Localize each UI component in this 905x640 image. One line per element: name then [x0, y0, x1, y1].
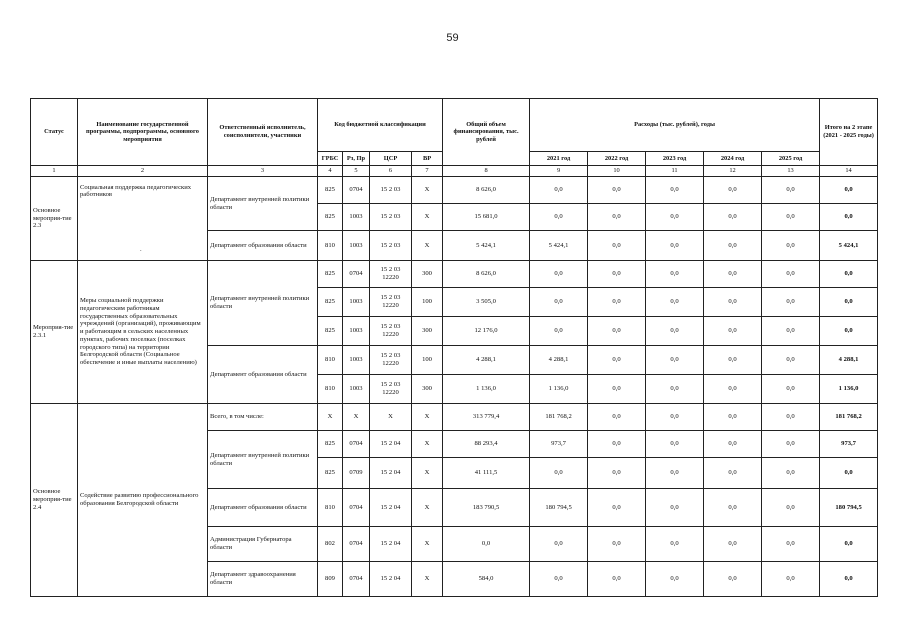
- cell-csr: 15 2 04: [370, 527, 412, 562]
- cell-2024: 0,0: [704, 288, 762, 317]
- cell-2021: 4 288,1: [530, 346, 588, 375]
- cell-csr: 15 2 03 12220: [370, 261, 412, 288]
- cell-csr: 15 2 03 12220: [370, 375, 412, 404]
- cell-2024: 0,0: [704, 527, 762, 562]
- row-executor: Департамент образования области: [208, 231, 318, 261]
- cell-vr: Х: [412, 231, 443, 261]
- cell-2022: 0,0: [588, 231, 646, 261]
- cell-total: 1 136,0: [443, 375, 530, 404]
- cell-total: 8 626,0: [443, 261, 530, 288]
- cell-2022: 0,0: [588, 177, 646, 204]
- col-number: 1: [31, 166, 78, 177]
- cell-2023: 0,0: [646, 562, 704, 597]
- col-number: 10: [588, 166, 646, 177]
- cell-total: 3 505,0: [443, 288, 530, 317]
- cell-grbs: 825: [318, 261, 343, 288]
- cell-2021: 0,0: [530, 562, 588, 597]
- row-status: Мероприя-тие 2.3.1: [31, 261, 78, 404]
- header-vr: ВР: [412, 152, 443, 166]
- cell-rzpr: 0704: [343, 527, 370, 562]
- table-row: [31, 261, 878, 288]
- cell-vr: Х: [412, 458, 443, 489]
- cell-2025: 0,0: [762, 375, 820, 404]
- cell-2024: 0,0: [704, 458, 762, 489]
- cell-rzpr: 0704: [343, 562, 370, 597]
- cell-2024: 0,0: [704, 177, 762, 204]
- header-2022: 2022 год: [588, 152, 646, 166]
- cell-2025: 0,0: [762, 346, 820, 375]
- cell-csr: 15 2 04: [370, 458, 412, 489]
- cell-vr: Х: [412, 177, 443, 204]
- cell-2022: 0,0: [588, 431, 646, 458]
- cell-2025: 0,0: [762, 562, 820, 597]
- cell-total: 12 176,0: [443, 317, 530, 346]
- cell-csr: 15 2 03 12220: [370, 346, 412, 375]
- cell-2021: 5 424,1: [530, 231, 588, 261]
- cell-2023: 0,0: [646, 375, 704, 404]
- cell-2025: 0,0: [762, 458, 820, 489]
- row-executor: Департамент внутренней политики области: [208, 177, 318, 231]
- column-number-row: [31, 166, 878, 177]
- cell-2023: 0,0: [646, 489, 704, 527]
- col-number: 7: [412, 166, 443, 177]
- cell-grbs: 802: [318, 527, 343, 562]
- col-number: 11: [646, 166, 704, 177]
- cell-sum: 0,0: [820, 261, 878, 288]
- header-2023: 2023 год: [646, 152, 704, 166]
- cell-rzpr: 1003: [343, 231, 370, 261]
- cell-2024: 0,0: [704, 489, 762, 527]
- cell-total: 183 790,5: [443, 489, 530, 527]
- row-name-text: Социальная поддержка педагогических работников: [80, 183, 192, 199]
- cell-grbs: 810: [318, 375, 343, 404]
- cell-rzpr: 1003: [343, 317, 370, 346]
- header-status: Статус: [31, 99, 78, 166]
- cell-grbs: Х: [318, 404, 343, 431]
- cell-vr: 300: [412, 261, 443, 288]
- budget-table: [30, 98, 878, 597]
- cell-vr: 100: [412, 346, 443, 375]
- cell-2022: 0,0: [588, 375, 646, 404]
- cell-rzpr: 1003: [343, 204, 370, 231]
- cell-vr: Х: [412, 204, 443, 231]
- header-csr: ЦСР: [370, 152, 412, 166]
- cell-rzpr: 0704: [343, 431, 370, 458]
- cell-2024: 0,0: [704, 346, 762, 375]
- cell-vr: 300: [412, 375, 443, 404]
- row-name: Содействие развитию профессионального образования Белгородской области: [78, 404, 208, 597]
- cell-2023: 0,0: [646, 431, 704, 458]
- cell-total: 4 288,1: [443, 346, 530, 375]
- cell-2022: 0,0: [588, 489, 646, 527]
- cell-csr: 15 2 03: [370, 204, 412, 231]
- cell-2023: 0,0: [646, 204, 704, 231]
- cell-vr: Х: [412, 527, 443, 562]
- header-2021: 2021 год: [530, 152, 588, 166]
- cell-total: 313 779,4: [443, 404, 530, 431]
- cell-2025: 0,0: [762, 231, 820, 261]
- cell-2023: 0,0: [646, 346, 704, 375]
- cell-sum: 180 794,5: [820, 489, 878, 527]
- cell-2021: 180 794,5: [530, 489, 588, 527]
- col-number: 12: [704, 166, 762, 177]
- col-number: 14: [820, 166, 878, 177]
- row-name-mark: .: [140, 245, 142, 253]
- row-executor: Департамент образования области: [208, 346, 318, 404]
- cell-sum: 0,0: [820, 204, 878, 231]
- cell-2022: 0,0: [588, 261, 646, 288]
- cell-2021: 1 136,0: [530, 375, 588, 404]
- cell-2025: 0,0: [762, 489, 820, 527]
- page-number: 59: [446, 32, 459, 44]
- cell-2022: 0,0: [588, 204, 646, 231]
- cell-2025: 0,0: [762, 177, 820, 204]
- cell-2023: 0,0: [646, 458, 704, 489]
- cell-2021: 0,0: [530, 288, 588, 317]
- cell-vr: Х: [412, 431, 443, 458]
- col-number: 6: [370, 166, 412, 177]
- cell-2021: 0,0: [530, 261, 588, 288]
- cell-2023: 0,0: [646, 404, 704, 431]
- cell-rzpr: 1003: [343, 288, 370, 317]
- cell-2025: 0,0: [762, 288, 820, 317]
- cell-2023: 0,0: [646, 527, 704, 562]
- cell-total: 5 424,1: [443, 231, 530, 261]
- cell-rzpr: 0704: [343, 489, 370, 527]
- cell-2022: 0,0: [588, 346, 646, 375]
- cell-vr: Х: [412, 404, 443, 431]
- cell-grbs: 810: [318, 346, 343, 375]
- cell-grbs: 825: [318, 458, 343, 489]
- cell-vr: Х: [412, 489, 443, 527]
- row-status: Основное мероприя-тие 2.3: [31, 177, 78, 261]
- header-budget-code: Код бюджетной классификации: [318, 99, 443, 152]
- cell-total: 41 111,5: [443, 458, 530, 489]
- col-number: 13: [762, 166, 820, 177]
- cell-csr: 15 2 03 12220: [370, 288, 412, 317]
- header-executor: Ответственный исполнитель, соисполнители, участники: [208, 99, 318, 166]
- cell-rzpr: 1003: [343, 375, 370, 404]
- cell-total: 15 681,0: [443, 204, 530, 231]
- cell-sum: 4 288,1: [820, 346, 878, 375]
- row-executor: Департамент внутренней политики области: [208, 431, 318, 489]
- cell-2021: 0,0: [530, 177, 588, 204]
- cell-grbs: 809: [318, 562, 343, 597]
- cell-2025: 0,0: [762, 317, 820, 346]
- cell-2022: 0,0: [588, 404, 646, 431]
- header-stage-total: Итого на 2 этапе (2021 - 2025 годы): [820, 99, 878, 166]
- header-grbs: ГРБС: [318, 152, 343, 166]
- cell-2025: 0,0: [762, 527, 820, 562]
- row-executor: Администрация Губернатора области: [208, 527, 318, 562]
- cell-sum: 0,0: [820, 317, 878, 346]
- cell-2021: 0,0: [530, 458, 588, 489]
- header-2024: 2024 год: [704, 152, 762, 166]
- header-2025: 2025 год: [762, 152, 820, 166]
- col-number: 8: [443, 166, 530, 177]
- cell-rzpr: 0704: [343, 261, 370, 288]
- cell-2024: 0,0: [704, 317, 762, 346]
- cell-sum: 0,0: [820, 288, 878, 317]
- cell-2024: 0,0: [704, 261, 762, 288]
- row-executor: Департамент внутренней политики области: [208, 261, 318, 346]
- cell-csr: 15 2 04: [370, 431, 412, 458]
- cell-grbs: 825: [318, 288, 343, 317]
- cell-2024: 0,0: [704, 562, 762, 597]
- cell-2024: 0,0: [704, 375, 762, 404]
- cell-rzpr: 0709: [343, 458, 370, 489]
- table-row: [31, 177, 878, 204]
- header-expenses: Расходы (тыс. рублей), годы: [530, 99, 820, 152]
- cell-sum: 0,0: [820, 177, 878, 204]
- cell-2025: 0,0: [762, 261, 820, 288]
- cell-total: 0,0: [443, 527, 530, 562]
- cell-2021: 0,0: [530, 527, 588, 562]
- cell-grbs: 825: [318, 317, 343, 346]
- cell-2023: 0,0: [646, 231, 704, 261]
- cell-2022: 0,0: [588, 458, 646, 489]
- col-number: 9: [530, 166, 588, 177]
- col-number: 2: [78, 166, 208, 177]
- cell-grbs: 810: [318, 489, 343, 527]
- header-name: Наименование государственной программы, подпрограммы, основного мероприятия: [78, 99, 208, 166]
- cell-2025: 0,0: [762, 204, 820, 231]
- row-name: [78, 177, 208, 261]
- cell-grbs: 825: [318, 204, 343, 231]
- cell-total: 88 293,4: [443, 431, 530, 458]
- cell-rzpr: Х: [343, 404, 370, 431]
- cell-2024: 0,0: [704, 204, 762, 231]
- cell-2023: 0,0: [646, 288, 704, 317]
- row-executor: Всего, в том числе:: [208, 404, 318, 431]
- cell-grbs: 810: [318, 231, 343, 261]
- table-row: [31, 404, 878, 431]
- row-executor: Департамент здравоохранения области: [208, 562, 318, 597]
- cell-grbs: 825: [318, 431, 343, 458]
- cell-csr: 15 2 04: [370, 489, 412, 527]
- cell-vr: Х: [412, 562, 443, 597]
- cell-csr: 15 2 03: [370, 231, 412, 261]
- header-total-volume: Общий объем финансирования, тыс. рублей: [443, 99, 530, 166]
- cell-csr: 15 2 03: [370, 177, 412, 204]
- cell-2021: 0,0: [530, 204, 588, 231]
- cell-total: 8 626,0: [443, 177, 530, 204]
- cell-sum: 181 768,2: [820, 404, 878, 431]
- cell-sum: 1 136,0: [820, 375, 878, 404]
- cell-2025: 0,0: [762, 404, 820, 431]
- cell-2021: 0,0: [530, 317, 588, 346]
- cell-sum: 0,0: [820, 458, 878, 489]
- cell-2024: 0,0: [704, 231, 762, 261]
- cell-csr: 15 2 03 12220: [370, 317, 412, 346]
- cell-sum: 973,7: [820, 431, 878, 458]
- cell-csr: 15 2 04: [370, 562, 412, 597]
- col-number: 3: [208, 166, 318, 177]
- row-status: Основное мероприя-тие 2.4: [31, 404, 78, 597]
- col-number: 4: [318, 166, 343, 177]
- cell-csr: Х: [370, 404, 412, 431]
- cell-2022: 0,0: [588, 288, 646, 317]
- cell-2024: 0,0: [704, 431, 762, 458]
- cell-sum: 0,0: [820, 562, 878, 597]
- cell-vr: 100: [412, 288, 443, 317]
- cell-2025: 0,0: [762, 431, 820, 458]
- cell-2021: 181 768,2: [530, 404, 588, 431]
- cell-sum: 5 424,1: [820, 231, 878, 261]
- cell-rzpr: 0704: [343, 177, 370, 204]
- cell-total: 584,0: [443, 562, 530, 597]
- cell-2021: 973,7: [530, 431, 588, 458]
- cell-2022: 0,0: [588, 562, 646, 597]
- cell-sum: 0,0: [820, 527, 878, 562]
- header-rzpr: Рз, Пр: [343, 152, 370, 166]
- cell-rzpr: 1003: [343, 346, 370, 375]
- cell-2022: 0,0: [588, 317, 646, 346]
- cell-2023: 0,0: [646, 261, 704, 288]
- col-number: 5: [343, 166, 370, 177]
- cell-2024: 0,0: [704, 404, 762, 431]
- cell-vr: 300: [412, 317, 443, 346]
- row-name: Меры социальной поддержки педагогическим работникам государственных образовательных учреждений (организаций), проживающим и работающим в сельских населенных пунктах, рабочих поселках (поселках городского типа) на территории Белгородской области (Социальное обеспечение и иные выплаты населению): [78, 261, 208, 404]
- cell-2023: 0,0: [646, 317, 704, 346]
- cell-2023: 0,0: [646, 177, 704, 204]
- cell-grbs: 825: [318, 177, 343, 204]
- row-executor: Департамент образования области: [208, 489, 318, 527]
- cell-2022: 0,0: [588, 527, 646, 562]
